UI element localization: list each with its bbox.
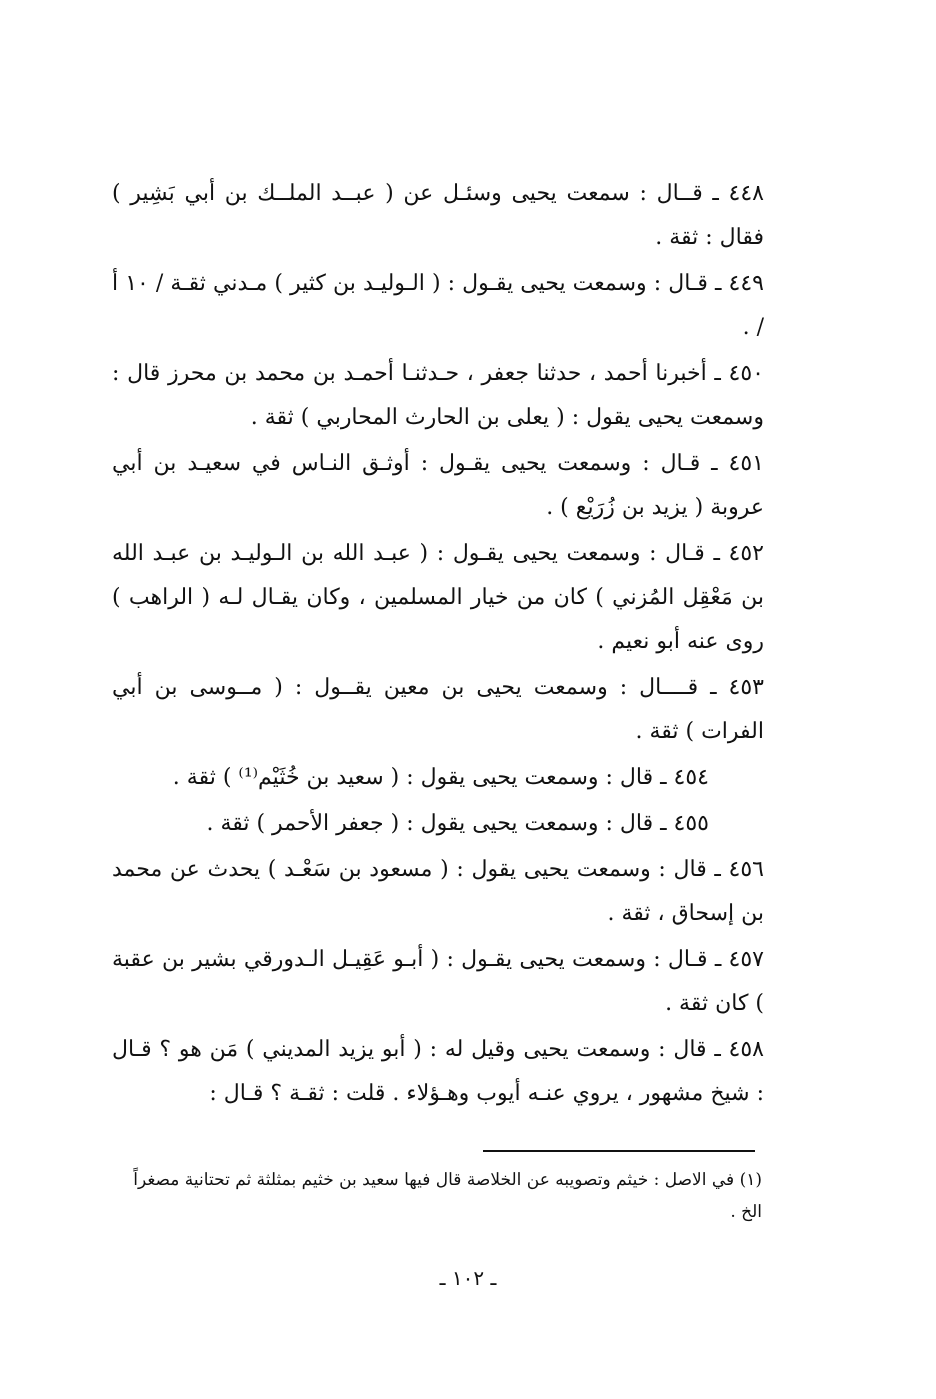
entry-448: ٤٤٨ ـ قــال : سمعت يحيى وسئـل عن ( عبــد الملــك بن أبي بَشِير ) فقال : ثقة .: [112, 181, 764, 250]
entry-456: ٤٥٦ ـ قال : وسمعت يحيى يقول : ( مسعود بن سَعْـد ) يحدث عن محمد بن إسحاق ، ثقة .: [112, 857, 764, 926]
entry-452: ٤٥٢ ـ قـال : وسمعت يحيى يقـول : ( عبـد الله بن الـوليـد بن عبـد الله بن مَعْقِل المُزني ) كان من خيار المسلمين ، وكان يقـال لـه ( الراهب ) روى عنه أبو نعيم .: [112, 541, 764, 654]
entry-458: ٤٥٨ ـ قال : وسمعت يحيى وقيل له : ( أبو يزيد المديني ) مَن هو ؟ قـال : شيخ مشهور ، يروي عنـه أيوب وهـؤلاء . قلت : ثقـة ؟ قـال :: [112, 1037, 764, 1106]
page-number: ـ ١٠٢ ـ: [439, 1266, 497, 1290]
entry-454: ٤٥٤ ـ قال : وسمعت يحيى يقول : ( سعيد بن خُثَيْم⁽¹⁾ ) ثقة .: [172, 765, 709, 790]
entry-453: ٤٥٣ ـ قــــال : وسمعت يحيى بن معين يقــول : ( مــوسى بن أبي الفرات ) ثقة .: [112, 675, 764, 744]
footnote: (١) في الاصل : خيثم وتصويبه عن الخلاصة قال فيها سعيد بن خثيم بمثلثة ثم تحتانية مصغراً الخ .: [133, 1170, 762, 1222]
entry-450: ٤٥٠ ـ أخبرنا أحمد ، حدثنا جعفر ، حـدثنـا أحمـد بن محمد بن محرز قال : وسمعت يحيى يقول : ( يعلى بن الحارث المحاربي ) ثقة .: [112, 361, 764, 430]
main-text: [112, 172, 764, 1118]
entry-455: ٤٥٥ ـ قال : وسمعت يحيى يقول : ( جعفر الأحمر ) ثقة .: [206, 811, 709, 836]
entry-449: ٤٤٩ ـ قـال : وسمعت يحيى يقـول : ( الـوليـد بن كثير ) مـدني ثقـة / ١٠ أ / .: [112, 271, 764, 340]
entry-451: ٤٥١ ـ قـال : وسمعت يحيى يقـول : أوثـق النـاس في سعيـد بن أبي عروبة ( يزيد بن زُرَيْع ) .: [112, 451, 764, 520]
entry-457: ٤٥٧ ـ قـال : وسمعت يحيى يقـول : ( أبـو عَقِيـل الـدورقي بشير بن عقبة ) كان ثقة .: [112, 947, 764, 1016]
footnote-divider: [483, 1150, 755, 1152]
